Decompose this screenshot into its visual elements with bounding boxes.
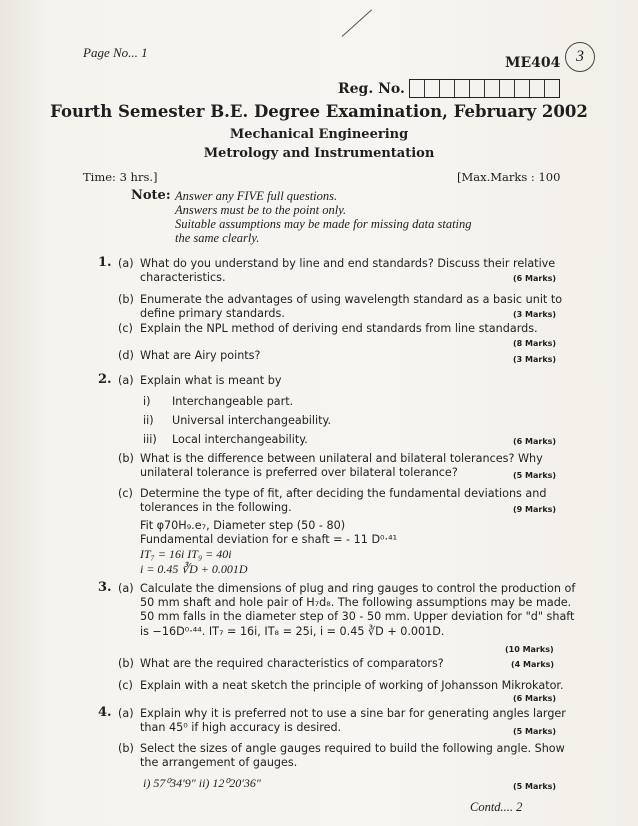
marks: (6 Marks) xyxy=(513,274,557,283)
marks: (4 Marks) xyxy=(511,660,555,669)
pen-mark xyxy=(342,9,372,37)
page-number: Page No... 1 xyxy=(83,45,148,60)
sub-label: i) xyxy=(143,395,151,408)
marks: (8 Marks) xyxy=(513,339,557,348)
reg-box xyxy=(410,80,425,97)
note-line: Answer any FIVE full questions. xyxy=(175,189,338,203)
question-text: define primary standards. xyxy=(140,307,285,320)
formula-text: IT₇ = 16i IT₉ = 40i xyxy=(140,547,232,561)
question-text: What are Airy points? xyxy=(140,349,261,362)
question-text: 50 mm falls in the diameter step of 30 - 50 mm. Upper deviation for "d" shaft xyxy=(140,610,575,623)
angle-values: i) 57⁰34′9″ ii) 12⁰20′36″ xyxy=(143,776,261,790)
question-text: the arrangement of gauges. xyxy=(140,756,298,769)
reg-box xyxy=(470,80,485,97)
subject: Metrology and Instrumentation xyxy=(203,146,435,161)
part-label: (b) xyxy=(118,452,134,465)
question-text: tolerances in the following. xyxy=(140,501,292,514)
question-text: unilateral tolerance is preferred over bilateral tolerance? xyxy=(140,466,458,479)
max-marks: [Max.Marks : 100 xyxy=(457,170,561,184)
reg-box xyxy=(425,80,440,97)
question-text: Determine the type of fit, after deciding the fundamental deviations and xyxy=(140,487,547,500)
question-text: Universal interchangeability. xyxy=(172,414,332,427)
question-text: than 45⁰ if high accuracy is desired. xyxy=(140,721,342,734)
part-label: (c) xyxy=(118,679,133,692)
part-label: (a) xyxy=(118,257,134,270)
part-label: (d) xyxy=(118,349,134,362)
marks: (10 Marks) xyxy=(505,645,554,654)
question-number: 1. xyxy=(98,255,112,270)
marks: (6 Marks) xyxy=(513,437,557,446)
question-number: 2. xyxy=(98,372,112,387)
marks: (9 Marks) xyxy=(513,505,557,514)
marks: (5 Marks) xyxy=(513,727,557,736)
reg-box xyxy=(500,80,515,97)
question-text: Explain with a neat sketch the principle of working of Johansson Mikrokator. xyxy=(140,679,564,692)
marks: (3 Marks) xyxy=(513,310,557,319)
reg-box xyxy=(485,80,500,97)
reg-box xyxy=(530,80,545,97)
time-allowed: Time: 3 hrs.] xyxy=(83,170,158,184)
sub-label: ii) xyxy=(143,414,154,427)
reg-box xyxy=(515,80,530,97)
note-label: Note: xyxy=(131,188,171,203)
question-text: Explain what is meant by xyxy=(140,374,282,387)
question-text: Explain the NPL method of deriving end standards from line standards. xyxy=(140,322,538,335)
marks: (5 Marks) xyxy=(513,782,557,791)
question-text: Select the sizes of angle gauges required to build the following angle. Show xyxy=(140,742,565,755)
reg-boxes xyxy=(409,79,560,98)
reg-box xyxy=(545,80,559,97)
question-text: Calculate the dimensions of plug and ring gauges to control the production of xyxy=(140,582,576,595)
reg-box xyxy=(455,80,470,97)
formula-text: i = 0.45 ∛D + 0.001D xyxy=(140,562,248,576)
marks: (6 Marks) xyxy=(513,694,557,703)
part-label: (b) xyxy=(118,293,134,306)
marks: (5 Marks) xyxy=(513,471,557,480)
question-text: Explain why it is preferred not to use a sine bar for generating angles larger xyxy=(140,707,566,720)
question-text: Interchangeable part. xyxy=(172,395,294,408)
reg-label: Reg. No. xyxy=(338,80,405,97)
part-label: (b) xyxy=(118,742,134,755)
question-text: characteristics. xyxy=(140,271,226,284)
question-text: What is the difference between unilateral and bilateral tolerances? Why xyxy=(140,452,543,465)
reg-number xyxy=(338,79,560,98)
question-text: 50 mm shaft and hole pair of H₇d₈. The following assumptions may be made. xyxy=(140,596,572,609)
formula-text: Fit φ70H₉.e₇, Diameter step (50 - 80) xyxy=(140,519,346,532)
circled-number: 3 xyxy=(565,42,595,72)
part-label: (c) xyxy=(118,487,133,500)
part-label: (b) xyxy=(118,657,134,670)
continued-note: Contd.... 2 xyxy=(470,800,523,814)
sub-label: iii) xyxy=(143,433,157,446)
part-label: (a) xyxy=(118,374,134,387)
paper-code: ME404 xyxy=(505,55,561,71)
question-number: 3. xyxy=(98,580,112,595)
reg-box xyxy=(440,80,455,97)
exam-title: Fourth Semester B.E. Degree Examination, February 2002 xyxy=(50,102,588,121)
question-text: Local interchangeability. xyxy=(172,433,308,446)
question-text: What do you understand by line and end standards? Discuss their relative xyxy=(140,257,556,270)
question-text: is −16D⁰·⁴⁴. IT₇ = 16i, IT₈ = 25i, i = 0.45 ∛D + 0.001D. xyxy=(140,625,445,638)
part-label: (a) xyxy=(118,707,134,720)
question-text: Enumerate the advantages of using wavelength standard as a basic unit to xyxy=(140,293,563,306)
note-line: Answers must be to the point only. xyxy=(175,203,347,217)
question-number: 4. xyxy=(98,705,112,720)
note-line: Suitable assumptions may be made for missing data stating xyxy=(175,217,472,231)
part-label: (a) xyxy=(118,582,134,595)
part-label: (c) xyxy=(118,322,133,335)
department: Mechanical Engineering xyxy=(229,127,409,142)
note-line: the same clearly. xyxy=(175,231,260,245)
formula-text: Fundamental deviation for e shaft = - 11 D⁰·⁴¹ xyxy=(140,533,398,546)
question-text: What are the required characteristics of comparators? xyxy=(140,657,444,670)
marks: (3 Marks) xyxy=(513,355,557,364)
